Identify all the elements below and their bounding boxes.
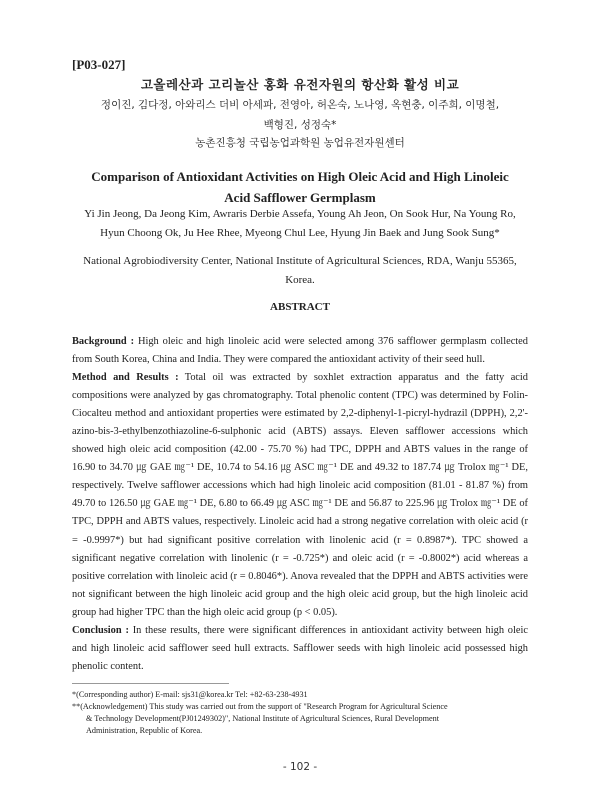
english-affiliation: National Agrobiodiversity Center, National Institute of Agricultural Sciences, RDA, Wanju 55365, Korea.	[83, 255, 517, 286]
footnote-divider	[72, 683, 229, 684]
background-paragraph	[72, 333, 528, 369]
conclusion-label: Conclusion :	[72, 624, 129, 636]
english-authors: Yi Jin Jeong, Da Jeong Kim, Awraris Derbie Assefa, Young Ah Jeon, On Sook Hur, Na Young Ro, Hyun Choong Ok, Ju Hee Rhee, Myeong Chul Lee, Hyung Jin Baek and Jung Sook Sung*	[84, 208, 516, 239]
abstract-heading: ABSTRACT	[270, 301, 330, 313]
abstract-body	[72, 333, 528, 676]
conclusion-paragraph	[72, 622, 528, 676]
english-title	[72, 166, 528, 208]
english-title-line1: Comparison of Antioxidant Activities on High Oleic Acid and High Linoleic	[91, 169, 509, 184]
corresponding-note: *(Corresponding author) E-mail: sjs31@korea.kr Tel: +82-63-238-4931	[72, 690, 308, 699]
korean-authors	[60, 95, 540, 135]
ack-note-line2: & Technology Development(PJ01249302)", National Institute of Agricultural Sciences, Rural Development	[86, 714, 440, 723]
english-title-line2: Acid Safflower Germplasm	[224, 190, 376, 205]
korean-affiliation: 농촌진흥청 국립농업과학원 농업유전자원센터	[195, 137, 405, 149]
page-number: - 102 -	[282, 761, 318, 773]
background-label: Background :	[72, 336, 135, 347]
korean-title: 고올레산과 고리놀산 홍화 유전자원의 항산화 활성 비교	[140, 77, 460, 92]
ack-note-line1: **(Acknowledgement) This study was carried out from the support of "Research Program for Agricultural Science	[72, 702, 448, 711]
methods-label: Method and Results :	[72, 372, 179, 384]
korean-authors-line1: 정이진, 김다정, 아와리스 더비 아세파, 전영아, 허온숙, 노나영, 옥현충, 이주희, 이명철,	[100, 99, 500, 111]
background-text: High oleic and high linoleic acid were selected among 376 safflower germplasm collected from South Korea, China and India. They were compared the antioxidant activity of their seed hull.	[72, 336, 528, 366]
methods-paragraph	[72, 369, 528, 622]
ack-note-line3: Administration, Republic of Korea.	[86, 726, 203, 735]
korean-authors-line2: 백형진, 성정숙*	[263, 119, 337, 131]
conclusion-text: In these results, there were significant differences in antioxidant activity between high oleic and high linoleic acid safflower seed hull extracts. Safflower seeds with high linoleic acid possessed high phenolic content.	[72, 624, 528, 672]
methods-text: Total oil was extracted by soxhlet extraction apparatus and the fatty acid compositions were analyzed by gas chromatography. Total phenolic content (TPC) was determined by Folin-Ciocalteu method and antioxidant properties were estimated by 2,2-diphenyl-1-picryl-hydrazil (DPPH), 2,2'-azino-bis-3-ethylbenzothiazoline-6-sulphonic acid (ABTS) assays. Eleven safflower accessions which showed high oleic acid composition (42.00 - 75.70 %) had TPC, DPPH and ABTS values in the range of 16.90 to 34.70 ㎍ GAE ㎎⁻¹ DE, 10.74 to 54.16 ㎍ ASC ㎎⁻¹ DE and 49.32 to 187.74 ㎍ Trolox ㎎⁻¹ DE, respectively. Twelve safflower accessions which had high linoleic acid composition (81.01 - 81.87 %) from 49.70 to 126.50 ㎍ GAE ㎎⁻¹ DE, 6.80 to 66.49 ㎍ ASC ㎎⁻¹ DE and 56.87 to 225.96 ㎍ Trolox ㎎⁻¹ DE of TPC, DPPH and ABTS values, respectively. Linoleic acid had a strong negative correlation with oleic acid (r = -0.9997*) but had significant positive correlation with linolenic acid (r = 0.8987*). TPC showed a significant negative correlation with linolenic (r = -0.725*) and oleic acid (r = -0.8002*) acid whereas a positive correlation with linoleic acid (r = 0.8046*). Anova revealed that the DPPH and ABTS activities were not significant between the high linoleic acid group and the high oleic acid group, but the high linoleic acid group had higher TPC than the high oleic acid group (p < 0.05).	[72, 372, 528, 618]
abstract-code: [P03-027]	[72, 57, 126, 72]
footnotes	[72, 689, 528, 737]
